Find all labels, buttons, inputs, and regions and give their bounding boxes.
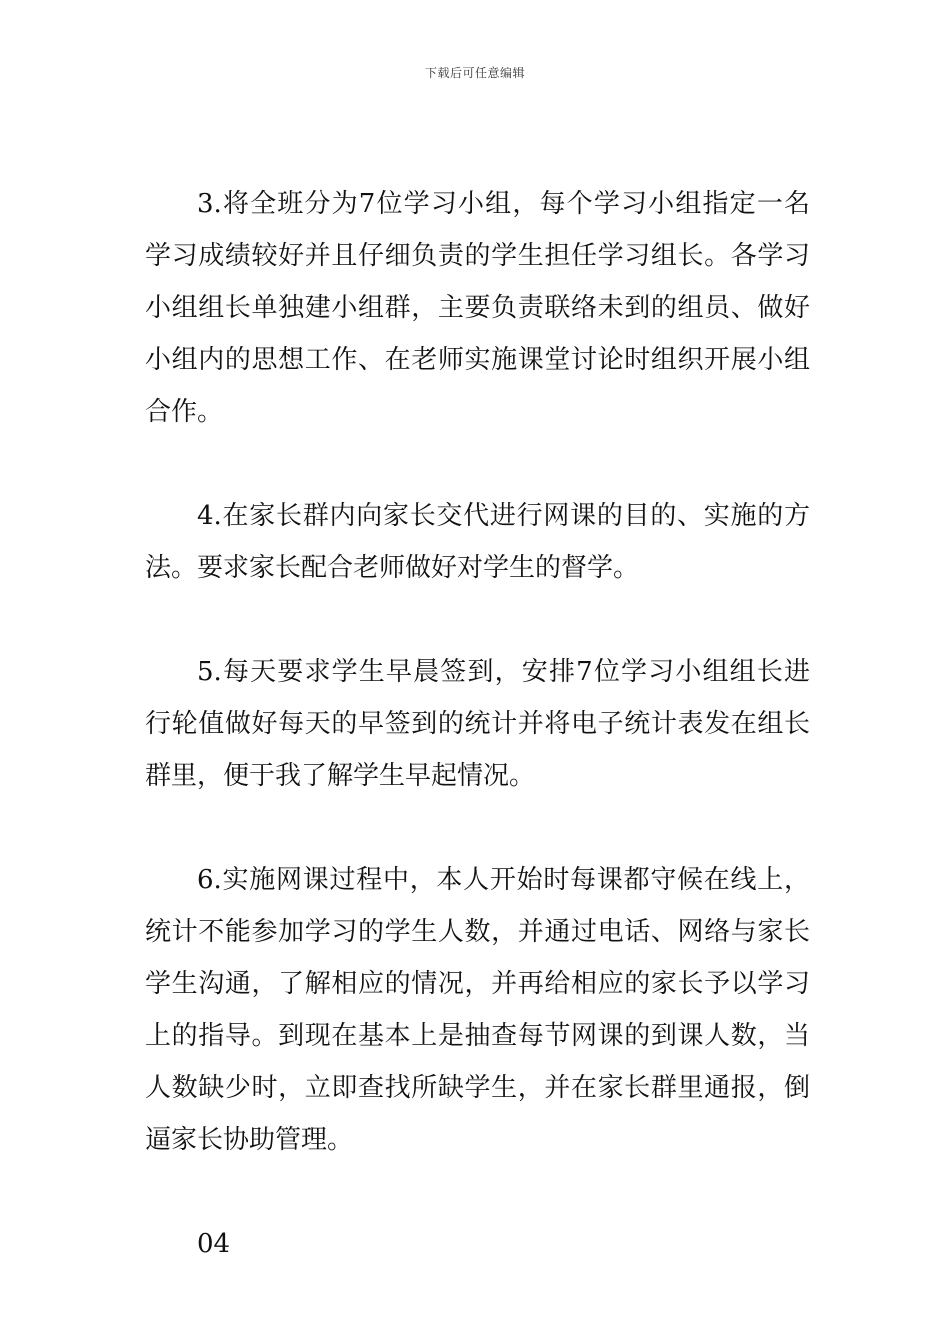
paragraph-item-6: 6.实施网课过程中，本人开始时每课都守候在线上，统计不能参加学习的学生人数，并通过电话、网络与家长学生沟通，了解相应的情况，并再给相应的家长予以学习上的指导。到现在基本上是抽查每节网课的到课人数，当人数缺少时，立即查找所缺学生，并在家长群里通报，倒逼家长协助管理。 xyxy=(145,865,810,1155)
paragraph-item-3: 3.将全班分为7位学习小组，每个学习小组指定一名学习成绩较好并且仔细负责的学生担任学习组长。各学习小组组长单独建小组群，主要负责联络未到的组员、做好小组内的思想工作、在老师实施课堂讨论时组织开展小组合作。 xyxy=(145,189,810,427)
page-header: 下载后可任意编辑 xyxy=(424,66,525,80)
paragraph-item-4: 4.在家长群内向家长交代进行网课的目的、实施的方法。要求家长配合老师做好对学生的督学。 xyxy=(145,501,810,583)
document-body xyxy=(145,178,810,1270)
paragraph-item-5: 5.每天要求学生早晨签到，安排7位学习小组组长进行轮值做好每天的早签到的统计并将电子统计表发在组长群里，便于我了解学生早起情况。 xyxy=(145,657,810,791)
section-number: 04 xyxy=(197,1229,231,1259)
